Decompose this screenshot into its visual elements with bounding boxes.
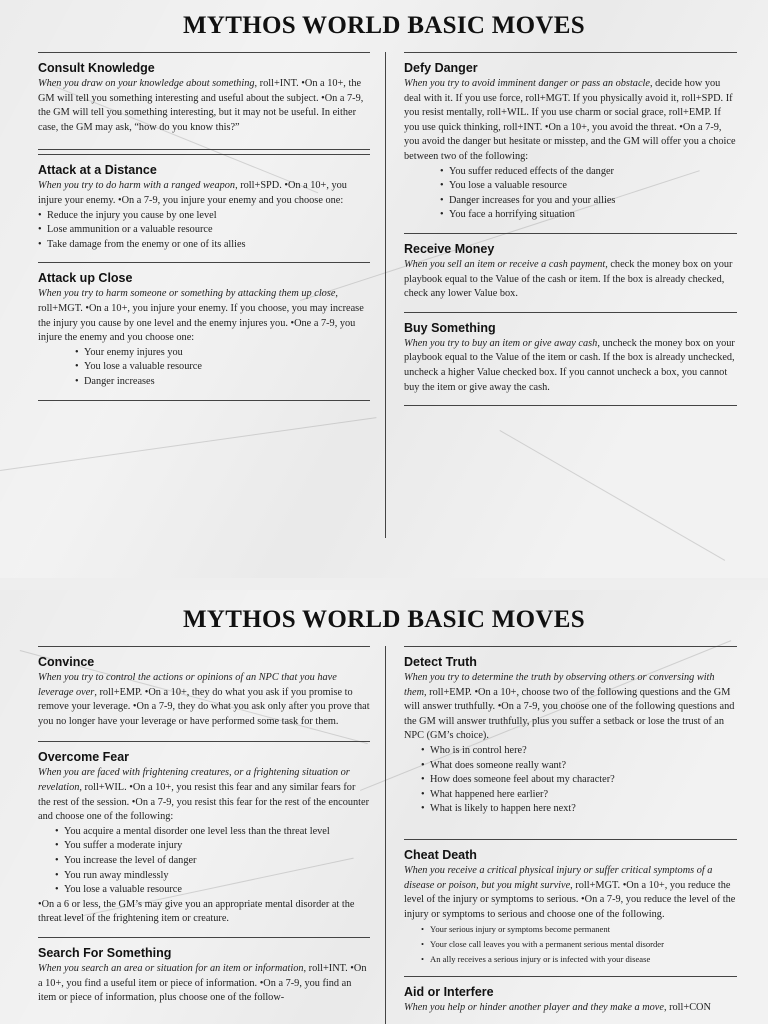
move-text bbox=[404, 1001, 737, 1016]
section-rule bbox=[404, 646, 737, 647]
move-trigger: When you receive a critical physical injury or suffer critical symptoms of a disease or poison, but you might survive bbox=[404, 864, 713, 891]
move-title: Attack at a Distance bbox=[38, 163, 157, 178]
move-body: , check the money box on your playbook equal to the Value of the cash or item. If the box is already checked, check any lower Value box. bbox=[404, 258, 733, 300]
move-option: • You face a horrifying situation bbox=[449, 208, 737, 223]
move-trigger: When you try to determine the truth by observing others or conversing with them bbox=[404, 672, 715, 698]
move-title: Receive Money bbox=[404, 241, 495, 256]
section-rule bbox=[38, 400, 370, 401]
page-2 bbox=[0, 590, 768, 1024]
move-option: • What is likely to happen here next? bbox=[430, 802, 737, 817]
move-options bbox=[449, 165, 737, 223]
move-defy-danger bbox=[404, 61, 737, 223]
section-rule bbox=[38, 741, 370, 742]
move-detect-truth bbox=[404, 655, 737, 817]
move-convince bbox=[38, 655, 370, 729]
move-trigger: When you try to buy an item or give away cash bbox=[404, 337, 598, 349]
move-text bbox=[38, 671, 370, 729]
move-aid-or-interfere bbox=[404, 985, 737, 1016]
move-attack-up-close bbox=[38, 271, 370, 389]
move-option: • You increase the level of danger bbox=[64, 854, 370, 869]
move-text bbox=[404, 77, 737, 165]
move-trigger: When you try to do harm with a ranged weapon bbox=[38, 180, 236, 192]
move-body: , decide how you deal with it. If you use force, roll+MGT. If you physically avoid it, roll+SPD. If you resist mentally, roll+WIL. If you use charm or social grace, roll+EMP. If you use quick thinking, roll+INT. •On a 10+, you avoid the threat. •On a 7-9, you avoid the danger but hesitate or misstep, and the GM will offer you a choice between two of the following: bbox=[404, 78, 736, 162]
move-title: Convince bbox=[38, 655, 95, 669]
move-trigger: When you are faced with frightening creatures, or a frightening situation or revelation bbox=[38, 767, 350, 793]
move-trigger: When you draw on your knowledge about something bbox=[38, 78, 255, 89]
move-body: , uncheck the money box on your playbook equal to the Value of the item or cash. If the box is already unchecked, uncheck a higher Value checked box. If you cannot uncheck a box, you cannot buy the item or give away the cash. bbox=[404, 337, 735, 393]
section-rule bbox=[404, 52, 737, 53]
page-title: MYTHOS WORLD BASIC MOVES bbox=[183, 12, 585, 39]
move-text bbox=[404, 671, 737, 744]
section-rule bbox=[404, 405, 737, 406]
move-option: • What happened here earlier? bbox=[430, 788, 737, 803]
move-option: • An ally receives a serious injury or is infected with your disease bbox=[430, 952, 737, 967]
section-rule bbox=[38, 154, 370, 155]
move-options bbox=[84, 346, 370, 390]
move-text bbox=[404, 864, 737, 922]
section-rule bbox=[404, 839, 737, 840]
page-title: MYTHOS WORLD BASIC MOVES bbox=[183, 606, 585, 633]
move-text bbox=[38, 766, 370, 824]
section-rule bbox=[38, 937, 370, 938]
left-column bbox=[38, 646, 370, 1006]
move-trigger: When you sell an item or receive a cash payment bbox=[404, 258, 606, 270]
move-option: • What does someone really want? bbox=[430, 759, 737, 774]
section-rule bbox=[404, 312, 737, 313]
move-body: , roll+MGT. •On a 10+, you injure your enemy. If you choose, you may increase the injury you cause by one level and the enemy injures you. •One a 7-9, you injure the enemy and you choose one: bbox=[38, 288, 364, 344]
move-text bbox=[404, 258, 737, 302]
move-receive-money bbox=[404, 242, 737, 302]
move-option: • You suffer reduced effects of the danger bbox=[449, 165, 737, 180]
move-title: Detect Truth bbox=[404, 655, 477, 669]
section-rule bbox=[38, 52, 370, 53]
move-body: , roll+INT. •On a 10+, the GM will tell you something interesting and useful about the subject. •On a 7-9, the GM will tell you something interesting, but it may not be useful. In either case, the GM may ask, “how do you know this?” bbox=[38, 78, 364, 133]
move-overcome-fear bbox=[38, 750, 370, 927]
move-body: , roll+EMP. •On a 10+, choose two of the following questions and the GM will answer truthfully. •On a 7-9, you choose one of the following questions and the GM will answer truthfully, plus you suffer a setback or lose the trust of an NPC (GM’s choice). bbox=[404, 686, 735, 742]
column-divider bbox=[385, 646, 386, 1024]
move-option: • Danger increases for you and your allies bbox=[449, 194, 737, 209]
left-column bbox=[38, 52, 370, 401]
move-text bbox=[38, 179, 370, 208]
move-options bbox=[430, 922, 737, 966]
move-option: • You run away mindlessly bbox=[64, 869, 370, 884]
move-title: Defy Danger bbox=[404, 61, 478, 75]
move-body: , roll+INT. •On a 10+, you find a useful item or piece of information. •On a 7-9, you find an item or piece of information, plus choose one of the follow- bbox=[38, 962, 367, 1004]
move-title: Search For Something bbox=[38, 945, 172, 960]
section-rule bbox=[38, 262, 370, 263]
move-title: Buy Something bbox=[404, 320, 496, 335]
column-divider bbox=[385, 52, 386, 538]
move-option: • You lose a valuable resource bbox=[64, 883, 370, 898]
move-title: Aid or Interfere bbox=[404, 985, 494, 1000]
move-option: • You lose a valuable resource bbox=[84, 360, 370, 375]
move-title: Overcome Fear bbox=[38, 750, 130, 765]
move-attack-at-a-distance bbox=[38, 163, 370, 252]
move-body: , roll+SPD. •On a 10+, you injure your enemy. •On a 7-9, you injure your enemy and you choose one: bbox=[38, 180, 347, 206]
move-text bbox=[404, 337, 737, 395]
move-options bbox=[64, 825, 370, 898]
move-options bbox=[47, 209, 370, 253]
right-column bbox=[404, 52, 737, 406]
move-text bbox=[38, 287, 370, 345]
move-option: • Your serious injury or symptoms become permanent bbox=[430, 922, 737, 937]
move-option: • Danger increases bbox=[84, 375, 370, 390]
marble-vein bbox=[0, 417, 376, 471]
move-cheat-death bbox=[404, 848, 737, 966]
move-consult-knowledge bbox=[38, 61, 370, 135]
move-body: , roll+WIL. •On a 10+, you resist this fear and any similar fears for the rest of the session. •On a 7-9, you resist this fear for the rest of the encounter and choose one of the following: bbox=[38, 781, 370, 823]
move-after-text: •On a 6 or less, the GM’s may give you an appropriate mental disorder at the threat level of the frightening item or creature. bbox=[38, 898, 355, 925]
move-trigger: When you search an area or situation for an item or information bbox=[38, 962, 304, 974]
move-option: • You suffer a moderate injury bbox=[64, 839, 370, 854]
right-column bbox=[404, 646, 737, 1016]
move-body: , roll+EMP. •On a 10+, they do what you ask if you promise to remove your leverage. •On a 7-9, they do what you ask only after you prove that you no longer have your leverage or have performed some task for them. bbox=[38, 686, 370, 727]
move-option: • You acquire a mental disorder one level less than the threat level bbox=[64, 825, 370, 840]
move-buy-something bbox=[404, 321, 737, 395]
move-option: • Reduce the injury you cause by one level bbox=[47, 209, 370, 224]
move-trigger: When you try to control the actions or opinions of an NPC that you have leverage over bbox=[38, 672, 337, 698]
move-option: • Lose ammunition or a valuable resource bbox=[47, 223, 370, 238]
move-body: , roll+MGT. •On a 10+, you reduce the level of the injury or symptoms to serious. •On a 7-9, you reduce the level of the injury or symptoms to serious and choose one of the following. bbox=[404, 879, 736, 920]
move-body: , roll+CON bbox=[663, 1002, 711, 1014]
move-option: • Your enemy injures you bbox=[84, 346, 370, 361]
move-trigger: When you try to avoid imminent danger or pass an obstacle bbox=[404, 78, 650, 89]
section-rule bbox=[404, 976, 737, 977]
marble-vein bbox=[500, 430, 726, 561]
move-option: • Take damage from the enemy or one of its allies bbox=[47, 238, 370, 253]
move-title: Attack up Close bbox=[38, 271, 133, 286]
move-title: Cheat Death bbox=[404, 847, 477, 862]
move-title: Consult Knowledge bbox=[38, 61, 155, 75]
move-options bbox=[430, 744, 737, 817]
move-search-for-something bbox=[38, 946, 370, 1006]
move-option: • You lose a valuable resource bbox=[449, 179, 737, 194]
move-trigger: When you help or hinder another player and they make a move bbox=[404, 1002, 664, 1014]
move-option: • Who is in control here? bbox=[430, 744, 737, 759]
move-trigger: When you try to harm someone or something by attacking them up close bbox=[38, 288, 336, 300]
section-rule bbox=[404, 233, 737, 234]
move-text bbox=[38, 77, 370, 135]
move-option: • How does someone feel about my character? bbox=[430, 773, 737, 788]
section-rule bbox=[38, 646, 370, 647]
move-text bbox=[38, 962, 370, 1006]
move-option: • Your close call leaves you with a permanent serious mental disorder bbox=[430, 937, 737, 952]
